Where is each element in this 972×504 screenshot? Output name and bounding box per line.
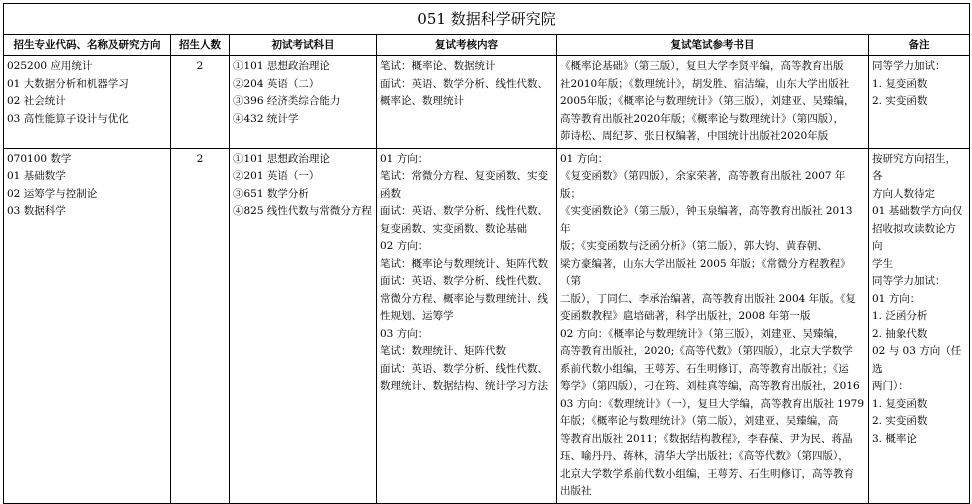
cell-line: 面试：英语、数学分析、线性代数、 — [380, 77, 548, 90]
books-cell — [557, 148, 869, 503]
cell-line: 01 基础数学方向仅 — [872, 205, 963, 217]
cell-line: 常微分方程、概率论与数理统计、线 — [380, 292, 548, 305]
table-row — [4, 148, 970, 503]
header-retest: 复试考核内容 — [377, 35, 557, 56]
cell-line: ④432 统计学 — [233, 112, 299, 125]
table-row — [4, 56, 970, 149]
cell-line: ④825 线性代数与常微分方程 — [233, 205, 372, 217]
cell-line: 数理统计、数据结构、统计学习方法 — [380, 380, 548, 392]
major-cell — [4, 56, 171, 149]
count-cell: 2 — [171, 148, 230, 503]
cell-line: 茆诗松、周纪芗、张日权编著，中国统计出版社2020年版 — [560, 130, 829, 142]
cell-line: 笔试：数理统计、矩阵代数 — [380, 345, 506, 357]
cell-line: 2. 实变函数 — [872, 95, 928, 107]
cell-line: 招收拟攻读数论方向 — [872, 222, 956, 252]
cell-line: 笔试：概率论与数理统计、矩阵代数 — [380, 257, 548, 270]
cell-line: ②201 英语（一） — [233, 170, 320, 182]
cell-line: 《复变函数》（第四版），余家荣著，高等教育出版社 2007 年版； — [560, 170, 846, 200]
cell-line: 二版），丁同仁、李承治编著，高等教育出版社 2004 年版。《复 — [560, 292, 856, 305]
cell-line: 方向人数待定 — [872, 187, 935, 200]
cell-line: ①101 思想政治理论 — [233, 60, 330, 72]
cell-line: 01 基础数学 — [7, 170, 66, 182]
cell-line: 变函数教程》扈培础著，科学出版社，2008 年第一版 — [560, 310, 811, 322]
header-major: 招生专业代码、名称及研究方向 — [4, 35, 171, 56]
retest-cell — [377, 148, 557, 503]
cell-line: 03 数据科学 — [7, 205, 66, 217]
cell-line: 02 社会统计 — [7, 95, 66, 107]
cell-line: 《概率论基础》（第三版），复旦大学李贤平编，高等教育出版 — [560, 60, 844, 72]
cell-line: ③396 经济类综合能力 — [233, 95, 341, 107]
cell-line: 3. 概率论 — [872, 432, 917, 445]
cell-line: 笔试：概率论、数据统计 — [380, 60, 496, 72]
cell-line: 03 方向：《数理统计》（一），复旦大学编，高等教育出版社 1979 — [560, 397, 865, 410]
cell-line: 070100 数学 — [7, 152, 72, 165]
retest-cell — [377, 56, 557, 149]
cell-line: 01 大数据分析和机器学习 — [7, 77, 129, 90]
cell-line: ①101 思想政治理论 — [233, 152, 330, 165]
cell-line: 02 方向： — [380, 240, 429, 252]
header-count: 招生人数 — [171, 35, 230, 56]
cell-line: 年版；《概率论与数理统计》（第二版），刘建亚、吴臻编，高 — [560, 415, 839, 427]
cell-line: 高等教育出版社2020年版；《概率论与数理统计》（第四版）， — [560, 112, 844, 125]
cell-line: 2005年版；《概率论与数理统计》（第三版），刘建亚、吴臻编， — [560, 95, 855, 107]
header-exam: 初试考试科目 — [230, 35, 377, 56]
admission-sheet — [3, 3, 969, 504]
page-title: 051 数据科学研究院 — [4, 4, 970, 35]
admission-table — [3, 3, 970, 504]
cell-line: 函数 — [380, 187, 401, 200]
cell-line: 03 高性能算子设计与优化 — [7, 112, 129, 125]
major-cell — [4, 148, 171, 503]
cell-line: 同等学力加试： — [872, 60, 946, 72]
cell-line: 北京大学数学系前代数小组编，王萼芳、石生明修订，高等教育 — [560, 467, 854, 480]
cell-line: 高等教育出版社，2020;《高等代数》（第四版），北京大学数学 — [560, 345, 853, 357]
header-notes: 备注 — [869, 35, 970, 56]
cell-line: 珏、喻丹丹、蒋林，清华大学出版社；《高等代数》（第四版）， — [560, 450, 849, 462]
title-row — [4, 4, 970, 35]
cell-line: 03 方向： — [380, 327, 429, 340]
cell-line: 概率论、数理统计 — [380, 95, 464, 107]
cell-line: 02 与 03 方向（任选 — [872, 345, 962, 375]
exam-cell — [230, 56, 377, 149]
cell-line: 《实变函数论》（第三版），钟玉泉编著，高等教育出版社 2013 年 — [560, 205, 853, 235]
cell-line: 两门）： — [872, 380, 909, 392]
cell-line: 出版社 — [560, 485, 592, 497]
cell-line: 面试：英语、数学分析、线性代数、 — [380, 205, 548, 217]
cell-line: 02 运筹学与控制论 — [7, 187, 98, 200]
cell-line: 面试：英语、数学分析、线性代数、 — [380, 275, 548, 287]
cell-line: 梁方豪编著，山东大学出版社 2005 年版；《常微分方程教程》（第 — [560, 257, 851, 287]
cell-line: 1. 复变函数 — [872, 77, 928, 90]
cell-line: 01 方向： — [560, 152, 609, 165]
cell-line: 2. 实变函数 — [872, 415, 928, 427]
cell-line: 等教育出版社 2011；《数据结构教程》，李春葆、尹为民、蒋晶 — [560, 432, 853, 445]
cell-line: ③651 数学分析 — [233, 187, 309, 200]
cell-line: 1. 泛函分析 — [872, 310, 928, 322]
cell-line: 按研究方向招生，各 — [872, 152, 956, 182]
cell-line: 1. 复变函数 — [872, 397, 928, 410]
header-row — [4, 35, 970, 56]
books-cell — [557, 56, 869, 149]
notes-cell — [869, 148, 970, 503]
cell-line: 01 方向： — [380, 152, 429, 165]
cell-line: 学生 — [872, 257, 893, 270]
notes-cell — [869, 56, 970, 149]
cell-line: 025200 应用统计 — [7, 60, 93, 72]
cell-line: 社2010年版；《数理统计》，胡发胜、宿洁编，山东大学出版社 — [560, 77, 850, 90]
cell-line: 笔试：常微分方程、复变函数、实变 — [380, 170, 548, 182]
cell-line: 01 方向： — [872, 292, 921, 305]
cell-line: 版；《实变函数与泛函分析》（第二版），郭大钧、黄春朝、 — [560, 240, 828, 252]
cell-line: 同等学力加试： — [872, 275, 946, 287]
cell-line: 2. 抽象代数 — [872, 327, 928, 340]
count-cell: 2 — [171, 56, 230, 149]
cell-line: 性规划、运筹学 — [380, 310, 454, 322]
exam-cell — [230, 148, 377, 503]
cell-line: 面试：英语、数学分析、线性代数、 — [380, 362, 548, 375]
cell-line: 复变函数、实变函数、数论基础 — [380, 222, 527, 235]
header-books: 复试笔试参考书目 — [557, 35, 869, 56]
cell-line: 筹学》（第四版），刁在筠、刘桂真等编，高等教育出版社，2016 — [560, 380, 860, 392]
cell-line: 系前代数小组编，王萼芳、石生明修订，高等教育出版社；《运 — [560, 362, 849, 375]
cell-line: ②204 英语（二） — [233, 77, 320, 90]
cell-line: 02 方向：《概率论与数理统计》（第三版），刘建亚、吴臻编， — [560, 327, 845, 340]
